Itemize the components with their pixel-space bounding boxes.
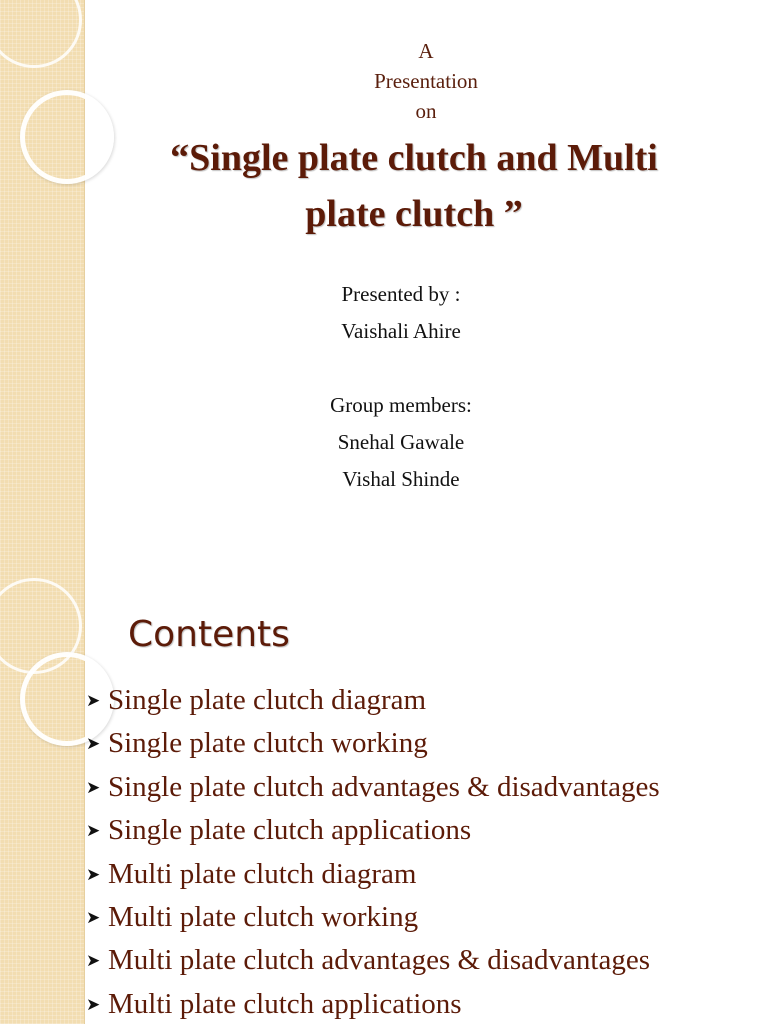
list-item-label: Single plate clutch working	[108, 727, 428, 760]
arrow-bullet-icon: ➤	[86, 951, 101, 972]
group-member-name: Snehal Gawale	[337, 430, 465, 454]
list-item-label: Single plate clutch diagram	[108, 684, 427, 716]
list-item	[86, 723, 660, 766]
arrow-bullet-icon: ➤	[86, 907, 101, 928]
list-item	[86, 897, 660, 940]
presenter-name: Vaishali Ahire	[341, 319, 461, 343]
strip-edge-line	[84, 512, 85, 1024]
list-item	[86, 810, 660, 853]
group-members-label: Group members:	[330, 393, 472, 417]
list-item	[86, 854, 660, 897]
title-line-2: plate clutch ”	[305, 193, 523, 235]
arrow-bullet-icon: ➤	[86, 691, 101, 711]
presented-by-label: Presented by :	[341, 282, 461, 306]
contents-slide	[0, 512, 768, 1024]
arrow-bullet-icon: ➤	[86, 821, 101, 842]
intro-line-on: on	[415, 99, 437, 123]
contents-heading: Contents	[128, 614, 290, 655]
list-item-label: Multi plate clutch applications	[108, 987, 462, 1020]
list-item	[86, 680, 660, 723]
list-item	[86, 940, 660, 983]
arrow-bullet-icon: ➤	[86, 864, 101, 885]
list-item	[86, 984, 660, 1024]
list-item-label: Single plate clutch advantages & disadvantages	[108, 770, 660, 803]
list-item-label: Multi plate clutch diagram	[108, 857, 417, 890]
intro-line-a: A	[418, 39, 434, 63]
intro-line-presentation: Presentation	[374, 69, 478, 93]
contents-list	[86, 680, 660, 1024]
list-item	[86, 767, 660, 810]
arrow-bullet-icon: ➤	[86, 777, 101, 798]
arrow-bullet-icon: ➤	[86, 994, 101, 1015]
group-member-name: Vishal Shinde	[342, 467, 460, 491]
list-item-label: Multi plate clutch advantages & disadvantages	[108, 944, 650, 977]
list-item-label: Single plate clutch applications	[108, 814, 472, 847]
list-item-label: Multi plate clutch working	[108, 900, 419, 933]
arrow-bullet-icon: ➤	[86, 734, 101, 755]
title-line-1: “Single plate clutch and Multi	[170, 137, 658, 179]
